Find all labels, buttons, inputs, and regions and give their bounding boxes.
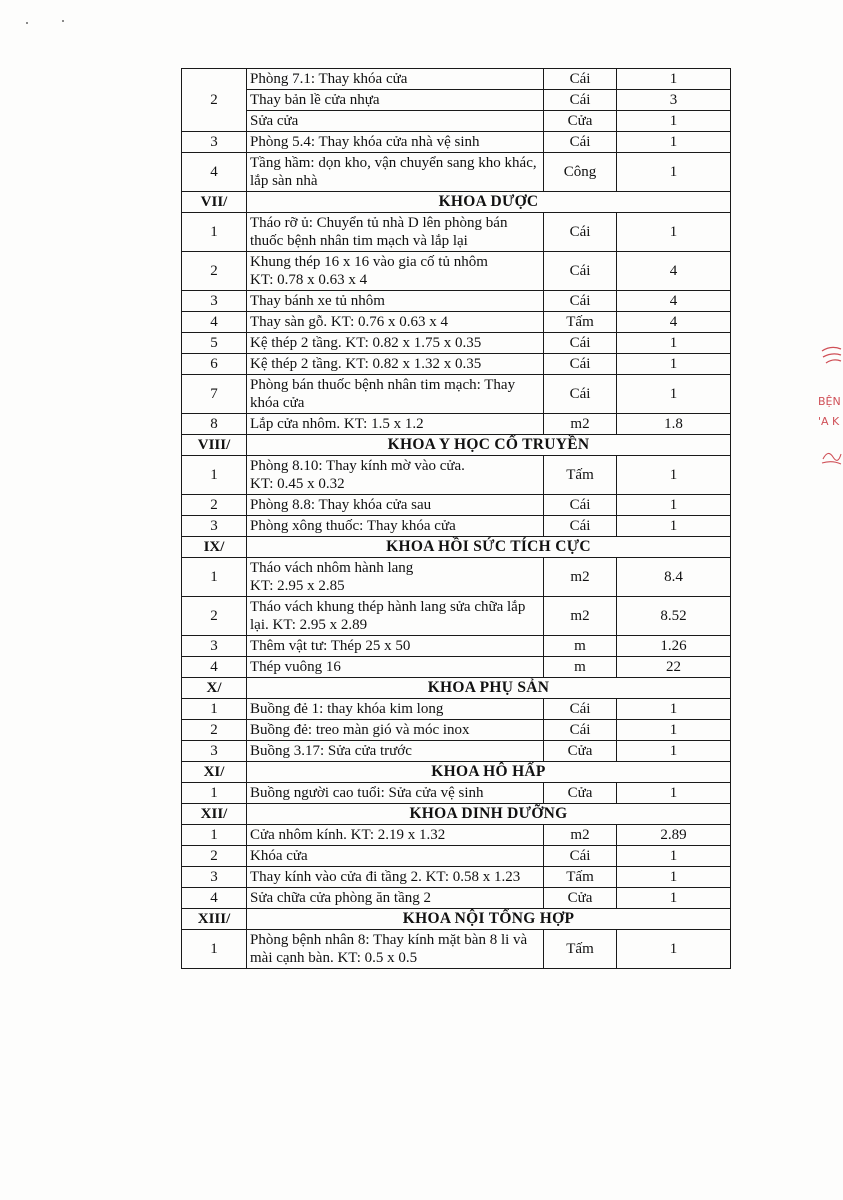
item-number: 1 — [182, 213, 247, 252]
item-number: 1 — [182, 825, 247, 846]
table-row — [182, 930, 731, 969]
table-row — [182, 213, 731, 252]
item-number: 4 — [182, 888, 247, 909]
item-quantity: 1 — [617, 111, 731, 132]
section-number: VII/ — [182, 192, 247, 213]
item-unit: Tấm — [544, 930, 617, 969]
table-row — [182, 597, 731, 636]
item-number: 2 — [182, 597, 247, 636]
table-row — [182, 495, 731, 516]
item-number: 1 — [182, 930, 247, 969]
item-unit: m2 — [544, 825, 617, 846]
section-number: XIII/ — [182, 909, 247, 930]
table-row — [182, 657, 731, 678]
table-row — [182, 888, 731, 909]
table-row — [182, 846, 731, 867]
item-number: 1 — [182, 558, 247, 597]
item-description: Sửa cửa — [247, 111, 544, 132]
item-unit: Tấm — [544, 456, 617, 495]
item-number: 2 — [182, 846, 247, 867]
section-header-row — [182, 909, 731, 930]
item-quantity: 1 — [617, 132, 731, 153]
item-unit: Cửa — [544, 111, 617, 132]
item-description: Thêm vật tư: Thép 25 x 50 — [247, 636, 544, 657]
item-unit: Cái — [544, 699, 617, 720]
item-number: 6 — [182, 354, 247, 375]
section-number: XI/ — [182, 762, 247, 783]
item-unit: Cái — [544, 213, 617, 252]
section-number: VIII/ — [182, 435, 247, 456]
table-row — [182, 516, 731, 537]
item-quantity: 1 — [617, 516, 731, 537]
item-quantity: 4 — [617, 312, 731, 333]
item-unit: m — [544, 636, 617, 657]
table-body — [182, 69, 731, 969]
item-quantity: 22 — [617, 657, 731, 678]
item-number: 2 — [182, 69, 247, 132]
item-quantity: 4 — [617, 252, 731, 291]
item-number: 2 — [182, 720, 247, 741]
section-number: X/ — [182, 678, 247, 699]
stamp-text-2: 'A K — [818, 415, 840, 428]
item-quantity: 3 — [617, 90, 731, 111]
table-row — [182, 636, 731, 657]
item-description: Lắp cửa nhôm. KT: 1.5 x 1.2 — [247, 414, 544, 435]
item-unit: Cái — [544, 354, 617, 375]
section-header-row — [182, 678, 731, 699]
item-number: 1 — [182, 783, 247, 804]
item-number: 8 — [182, 414, 247, 435]
item-number: 3 — [182, 636, 247, 657]
item-number: 3 — [182, 741, 247, 762]
section-title: KHOA DINH DƯỠNG — [247, 804, 731, 825]
item-quantity: 1 — [617, 783, 731, 804]
item-description: Kệ thép 2 tầng. KT: 0.82 x 1.32 x 0.35 — [247, 354, 544, 375]
table-row — [182, 720, 731, 741]
item-number: 3 — [182, 516, 247, 537]
table-row — [182, 867, 731, 888]
item-unit: Cái — [544, 291, 617, 312]
item-description: Thay bánh xe tủ nhôm — [247, 291, 544, 312]
item-description: Khóa cửa — [247, 846, 544, 867]
section-title: KHOA Y HỌC CỔ TRUYỀN — [247, 435, 731, 456]
item-quantity: 1 — [617, 69, 731, 90]
item-unit: Cái — [544, 846, 617, 867]
item-unit: Cái — [544, 495, 617, 516]
item-description: Phòng bệnh nhân 8: Thay kính mặt bàn 8 li và mài cạnh bàn. KT: 0.5 x 0.5 — [247, 930, 544, 969]
table-row — [182, 741, 731, 762]
section-number: IX/ — [182, 537, 247, 558]
item-quantity: 8.52 — [617, 597, 731, 636]
stamp-signature-icon — [820, 445, 842, 467]
item-quantity: 1 — [617, 495, 731, 516]
table-row — [182, 456, 731, 495]
table-row — [182, 558, 731, 597]
item-quantity: 1 — [617, 699, 731, 720]
item-description: Phòng 7.1: Thay khóa cửa — [247, 69, 544, 90]
table-row — [182, 783, 731, 804]
item-unit: Cái — [544, 516, 617, 537]
item-unit: m — [544, 657, 617, 678]
item-quantity: 1.8 — [617, 414, 731, 435]
item-unit: m2 — [544, 414, 617, 435]
item-number: 1 — [182, 699, 247, 720]
item-unit: Cái — [544, 720, 617, 741]
table-row — [182, 354, 731, 375]
item-unit: Cái — [544, 90, 617, 111]
item-description: Phòng 8.10: Thay kính mờ vào cửa. KT: 0.45 x 0.32 — [247, 456, 544, 495]
item-number: 2 — [182, 495, 247, 516]
scan-speck — [26, 22, 28, 24]
section-title: KHOA HÔ HẤP — [247, 762, 731, 783]
table-row — [182, 153, 731, 192]
item-description: Phòng 8.8: Thay khóa cửa sau — [247, 495, 544, 516]
item-unit: Công — [544, 153, 617, 192]
item-description: Thay sàn gỗ. KT: 0.76 x 0.63 x 4 — [247, 312, 544, 333]
table-row — [182, 90, 731, 111]
table-row — [182, 252, 731, 291]
item-description: Khung thép 16 x 16 vào gia cố tủ nhôm KT: 0.78 x 0.63 x 4 — [247, 252, 544, 291]
item-unit: Cái — [544, 132, 617, 153]
section-title: KHOA NỘI TỔNG HỢP — [247, 909, 731, 930]
item-unit: Tấm — [544, 312, 617, 333]
item-unit: m2 — [544, 597, 617, 636]
item-quantity: 1 — [617, 867, 731, 888]
item-quantity: 1 — [617, 741, 731, 762]
item-quantity: 1 — [617, 720, 731, 741]
table-row — [182, 312, 731, 333]
section-header-row — [182, 762, 731, 783]
item-description: Tháo vách nhôm hành lang KT: 2.95 x 2.85 — [247, 558, 544, 597]
item-number: 2 — [182, 252, 247, 291]
item-number: 4 — [182, 153, 247, 192]
item-description: Tháo vách khung thép hành lang sửa chữa lắp lại. KT: 2.95 x 2.89 — [247, 597, 544, 636]
stamp-text-1: BỆN — [818, 395, 841, 408]
section-title: KHOA HỒI SỨC TÍCH CỰC — [247, 537, 731, 558]
item-quantity: 8.4 — [617, 558, 731, 597]
item-number: 3 — [182, 291, 247, 312]
item-unit: Cái — [544, 375, 617, 414]
table-row — [182, 414, 731, 435]
item-description: Buồng đẻ 1: thay khóa kim long — [247, 699, 544, 720]
item-unit: Tấm — [544, 867, 617, 888]
item-description: Buồng 3.17: Sửa cửa trước — [247, 741, 544, 762]
table-row — [182, 333, 731, 354]
table-row — [182, 69, 731, 90]
section-number: XII/ — [182, 804, 247, 825]
item-quantity: 1 — [617, 333, 731, 354]
table-row — [182, 111, 731, 132]
item-unit: Cái — [544, 252, 617, 291]
item-description: Cửa nhôm kính. KT: 2.19 x 1.32 — [247, 825, 544, 846]
item-quantity: 1 — [617, 153, 731, 192]
item-description: Buồng đẻ: treo màn gió và móc inox — [247, 720, 544, 741]
item-quantity: 1.26 — [617, 636, 731, 657]
item-number: 3 — [182, 867, 247, 888]
item-quantity: 4 — [617, 291, 731, 312]
scan-speck — [62, 20, 64, 22]
item-quantity: 1 — [617, 930, 731, 969]
item-number: 7 — [182, 375, 247, 414]
section-header-row — [182, 192, 731, 213]
table-row — [182, 375, 731, 414]
item-description: Phòng xông thuốc: Thay khóa cửa — [247, 516, 544, 537]
item-quantity: 1 — [617, 456, 731, 495]
section-title: KHOA PHỤ SẢN — [247, 678, 731, 699]
item-quantity: 1 — [617, 213, 731, 252]
item-quantity: 1 — [617, 375, 731, 414]
section-header-row — [182, 537, 731, 558]
item-description: Tầng hầm: dọn kho, vận chuyển sang kho khác, lắp sàn nhà — [247, 153, 544, 192]
item-quantity: 2.89 — [617, 825, 731, 846]
item-unit: Cái — [544, 69, 617, 90]
item-number: 4 — [182, 657, 247, 678]
item-quantity: 1 — [617, 354, 731, 375]
item-number: 1 — [182, 456, 247, 495]
item-quantity: 1 — [617, 888, 731, 909]
section-header-row — [182, 435, 731, 456]
item-description: Phòng bán thuốc bệnh nhân tim mạch: Thay khóa cửa — [247, 375, 544, 414]
item-description: Buồng người cao tuổi: Sửa cửa vệ sinh — [247, 783, 544, 804]
table-row — [182, 699, 731, 720]
table-row — [182, 291, 731, 312]
item-description: Phòng 5.4: Thay khóa cửa nhà vệ sinh — [247, 132, 544, 153]
section-title: KHOA DƯỢC — [247, 192, 731, 213]
item-description: Tháo rỡ ủ: Chuyển tủ nhà D lên phòng bán thuốc bệnh nhân tim mạch và lắp lại — [247, 213, 544, 252]
item-unit: m2 — [544, 558, 617, 597]
item-description: Sửa chữa cửa phòng ăn tầng 2 — [247, 888, 544, 909]
item-quantity: 1 — [617, 846, 731, 867]
section-header-row — [182, 804, 731, 825]
stamp-mark-icon — [820, 345, 842, 367]
red-stamp-fragment — [812, 345, 843, 495]
repair-items-table — [181, 68, 731, 969]
item-description: Thay kính vào cửa đi tầng 2. KT: 0.58 x 1.23 — [247, 867, 544, 888]
item-number: 3 — [182, 132, 247, 153]
item-description: Kệ thép 2 tầng. KT: 0.82 x 1.75 x 0.35 — [247, 333, 544, 354]
item-unit: Cửa — [544, 888, 617, 909]
item-unit: Cửa — [544, 783, 617, 804]
table-row — [182, 132, 731, 153]
item-unit: Cửa — [544, 741, 617, 762]
item-number: 5 — [182, 333, 247, 354]
item-description: Thép vuông 16 — [247, 657, 544, 678]
table-row — [182, 825, 731, 846]
item-number: 4 — [182, 312, 247, 333]
item-description: Thay bản lề cửa nhựa — [247, 90, 544, 111]
item-unit: Cái — [544, 333, 617, 354]
